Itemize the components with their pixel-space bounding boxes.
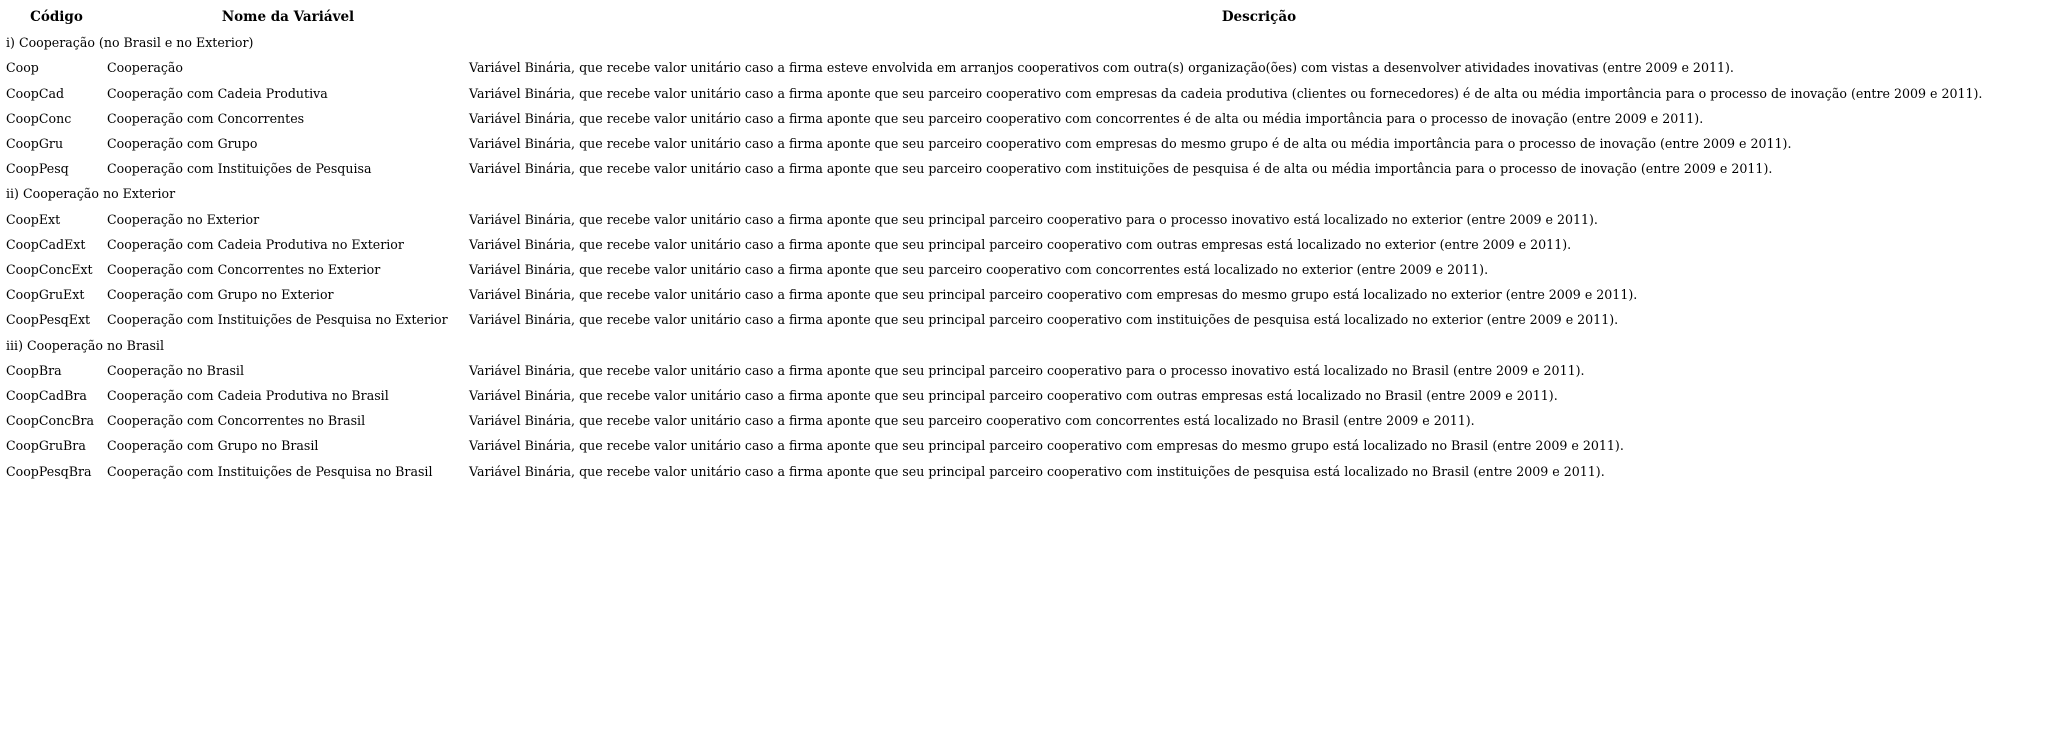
variable-description: Variável Binária, que recebe valor unitário caso a firma aponte que seu principal parceiro cooperativo com instituições de pesquisa está localizado no Brasil (entre 2009 e 2011). xyxy=(469,463,1605,479)
variable-code: CoopCad xyxy=(6,85,65,101)
section-row xyxy=(6,333,2049,358)
table-row xyxy=(6,232,2049,257)
variable-description: Variável Binária, que recebe valor unitário caso a firma aponte que seu parceiro cooperativo com concorrentes é de alta ou média importância para o processo de inovação (entre 2009 e 2011). xyxy=(469,110,1704,126)
variable-name: Cooperação com Instituições de Pesquisa no Exterior xyxy=(107,312,448,328)
variable-code: CoopPesqBra xyxy=(6,463,92,479)
variable-code: CoopCadBra xyxy=(6,388,87,404)
variables-table xyxy=(6,5,2049,484)
variable-code: CoopPesq xyxy=(6,161,69,177)
section-row xyxy=(6,181,2049,206)
table-row xyxy=(6,207,2049,232)
table-row xyxy=(6,156,2049,181)
variable-name: Cooperação com Grupo no Brasil xyxy=(107,438,319,454)
variable-name: Cooperação com Concorrentes no Exterior xyxy=(107,262,381,278)
variable-description: Variável Binária, que recebe valor unitário caso a firma aponte que seu principal parceiro cooperativo com outras empresas está localizado no exterior (entre 2009 e 2011). xyxy=(469,236,1572,252)
variable-code: CoopCadExt xyxy=(6,236,86,252)
variable-name: Cooperação xyxy=(107,60,183,76)
variable-code: CoopPesqExt xyxy=(6,312,91,328)
variable-code: CoopConc xyxy=(6,110,72,126)
variable-name: Cooperação com Cadeia Produtiva no Exterior xyxy=(107,236,404,252)
variable-description: Variável Binária, que recebe valor unitário caso a firma aponte que seu principal parceiro cooperativo com empresas do mesmo grupo está localizado no Brasil (entre 2009 e 2011). xyxy=(469,438,1624,454)
variable-code: CoopGruExt xyxy=(6,287,85,303)
variable-description: Variável Binária, que recebe valor unitário caso a firma aponte que seu principal parceiro cooperativo para o processo inovativo está localizado no Brasil (entre 2009 e 2011). xyxy=(469,362,1585,378)
section-title: ii) Cooperação no Exterior xyxy=(6,186,176,202)
variable-description: Variável Binária, que recebe valor unitário caso a firma aponte que seu parceiro cooperativo com instituições de pesquisa é de alta ou média importância para o processo de inovação (entre 2009 e 2011). xyxy=(469,161,1773,177)
table-body xyxy=(6,30,2049,484)
variable-description: Variável Binária, que recebe valor unitário caso a firma aponte que seu principal parceiro cooperativo com outras empresas está localizado no Brasil (entre 2009 e 2011). xyxy=(469,388,1558,404)
table-row xyxy=(6,106,2049,131)
section-row xyxy=(6,30,2049,55)
header-nome: Nome da Variável xyxy=(221,9,355,25)
header-row xyxy=(6,5,2049,30)
header-descricao: Descrição xyxy=(1221,9,1297,25)
table-row xyxy=(6,257,2049,282)
variable-name: Cooperação com Cadeia Produtiva xyxy=(107,85,328,101)
variable-code: CoopGru xyxy=(6,136,64,152)
variable-code: CoopBra xyxy=(6,362,62,378)
variable-description: Variável Binária, que recebe valor unitário caso a firma esteve envolvida em arranjos cooperativos com outra(s) organização(ões) com vistas a desenvolver atividades inovativas (entre 2009 e 2011). xyxy=(469,60,1734,76)
table-row xyxy=(6,307,2049,332)
table-row xyxy=(6,408,2049,433)
table-row xyxy=(6,131,2049,156)
variable-description: Variável Binária, que recebe valor unitário caso a firma aponte que seu parceiro cooperativo com concorrentes está localizado no Brasil (entre 2009 e 2011). xyxy=(469,413,1475,429)
variable-description: Variável Binária, que recebe valor unitário caso a firma aponte que seu parceiro cooperativo com empresas do mesmo grupo é de alta ou média importância para o processo de inovação (entre 2009 e 2011). xyxy=(469,136,1792,152)
table-row xyxy=(6,282,2049,307)
table-row xyxy=(6,459,2049,484)
variable-code: CoopConcBra xyxy=(6,413,95,429)
table-row xyxy=(6,433,2049,458)
section-title: i) Cooperação (no Brasil e no Exterior) xyxy=(6,35,254,51)
variable-name: Cooperação no Exterior xyxy=(107,211,260,227)
variable-description: Variável Binária, que recebe valor unitário caso a firma aponte que seu parceiro cooperativo com empresas da cadeia produtiva (clientes ou fornecedores) é de alta ou média importância para o processo de inovação (entre 2009 e 2011). xyxy=(469,85,1983,101)
variable-name: Cooperação com Concorrentes no Brasil xyxy=(107,413,366,429)
variable-description: Variável Binária, que recebe valor unitário caso a firma aponte que seu principal parceiro cooperativo com empresas do mesmo grupo está localizado no exterior (entre 2009 e 2011). xyxy=(469,287,1638,303)
variable-code: CoopExt xyxy=(6,211,61,227)
table-row xyxy=(6,81,2049,106)
variable-code: CoopGruBra xyxy=(6,438,86,454)
table-row xyxy=(6,358,2049,383)
variable-name: Cooperação com Instituições de Pesquisa xyxy=(107,161,372,177)
variable-name: Cooperação com Grupo xyxy=(107,136,258,152)
header-codigo: Código xyxy=(30,9,83,25)
variable-code: CoopConcExt xyxy=(6,262,93,278)
table-row xyxy=(6,55,2049,80)
variable-code: Coop xyxy=(6,60,39,76)
variable-description: Variável Binária, que recebe valor unitário caso a firma aponte que seu parceiro cooperativo com concorrentes está localizado no exterior (entre 2009 e 2011). xyxy=(469,262,1489,278)
table-row xyxy=(6,383,2049,408)
variable-description: Variável Binária, que recebe valor unitário caso a firma aponte que seu principal parceiro cooperativo para o processo inovativo está localizado no exterior (entre 2009 e 2011). xyxy=(469,211,1598,227)
variable-name: Cooperação com Concorrentes xyxy=(107,110,305,126)
variable-description: Variável Binária, que recebe valor unitário caso a firma aponte que seu principal parceiro cooperativo com instituições de pesquisa está localizado no exterior (entre 2009 e 2011). xyxy=(469,312,1619,328)
variable-name: Cooperação no Brasil xyxy=(107,362,244,378)
variable-name: Cooperação com Cadeia Produtiva no Brasil xyxy=(107,388,389,404)
variable-name: Cooperação com Grupo no Exterior xyxy=(107,287,334,303)
variable-name: Cooperação com Instituições de Pesquisa no Brasil xyxy=(107,463,433,479)
section-title: iii) Cooperação no Brasil xyxy=(6,337,164,353)
